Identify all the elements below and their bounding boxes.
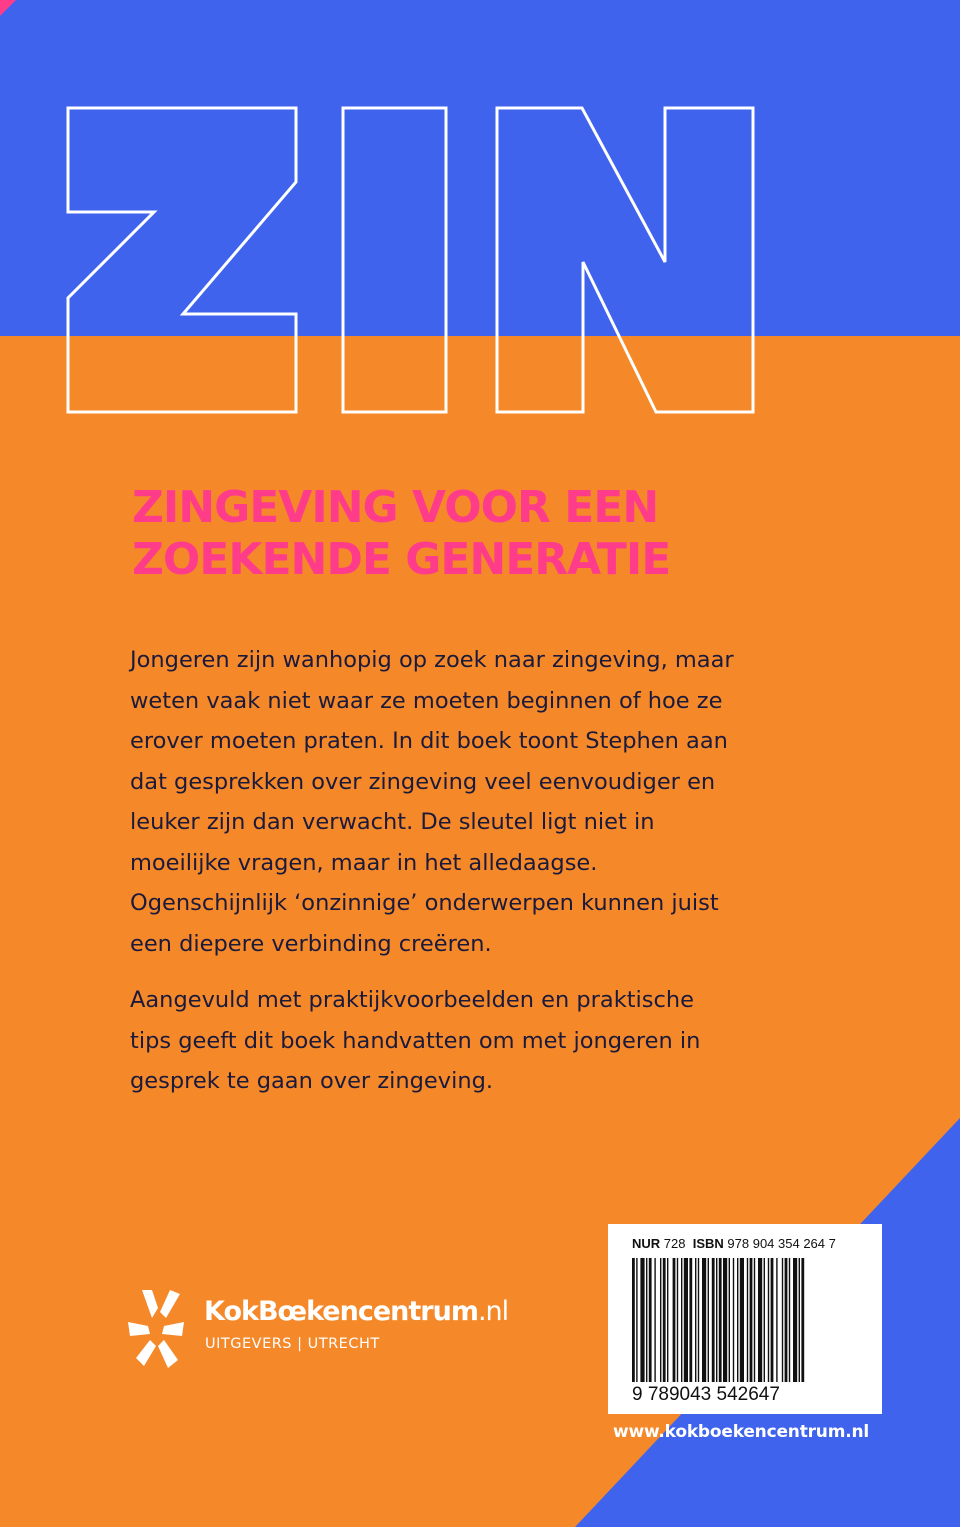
- barcode-bar: [747, 1258, 748, 1382]
- barcode-bar: [776, 1258, 777, 1382]
- isbn-value: 978 904 354 264 7: [727, 1236, 836, 1251]
- isbn-label: ISBN: [692, 1236, 724, 1251]
- publisher-website: www.kokboekencentrum.nl: [613, 1422, 870, 1442]
- barcode-bar: [632, 1258, 635, 1382]
- barcode-bar: [782, 1258, 783, 1382]
- publisher-logo: [128, 1288, 548, 1372]
- barcode-bar: [649, 1258, 652, 1382]
- zin-letter-i: [343, 108, 446, 412]
- barcode-bar: [698, 1258, 699, 1382]
- barcode-bar: [754, 1258, 755, 1382]
- publisher-name-tld: .nl: [477, 1296, 509, 1327]
- barcode-bar: [737, 1258, 738, 1382]
- publisher-name: [204, 1296, 508, 1327]
- barcode-bar: [716, 1258, 717, 1382]
- barcode-bar: [740, 1258, 744, 1382]
- barcode-bar: [646, 1258, 647, 1382]
- barcode-bar: [673, 1258, 676, 1382]
- zin-letter-n: [497, 108, 753, 412]
- barcode-bar: [799, 1258, 800, 1382]
- barcode-bar: [667, 1258, 668, 1382]
- nur-value: 728: [663, 1236, 686, 1251]
- barcode-bar: [689, 1258, 692, 1382]
- subtitle-line-1: ZINGEVING VOOR EEN: [132, 482, 659, 533]
- barcode-bar: [733, 1258, 734, 1382]
- barcode-bar: [677, 1258, 678, 1382]
- barcode-panel: [608, 1224, 882, 1414]
- barcode-bar: [771, 1258, 774, 1382]
- publisher-name-main: KokBœkencentrum: [204, 1296, 478, 1327]
- barcode-bar: [768, 1258, 769, 1382]
- zin-outline-title: [0, 0, 960, 460]
- zin-letter-z: [68, 108, 296, 412]
- nur-isbn-line: [632, 1236, 836, 1251]
- barcode-bar: [793, 1258, 797, 1382]
- nur-label: NUR: [632, 1236, 661, 1251]
- barcode-bar: [719, 1258, 722, 1382]
- barcode-bar: [750, 1258, 753, 1382]
- barcode-bar: [684, 1258, 688, 1382]
- publisher-tagline: UITGEVERS | UTRECHT: [205, 1336, 380, 1352]
- blurb-paragraph-1: Jongeren zijn wanhopig op zoek naar zingeving, maar weten vaak niet waar ze moeten beginnen of hoe ze erover moeten praten. In dit boek toont Stephen aan dat gesprekken over zingeving veel eenvoudiger en leuker zijn dan verwacht. De sleutel ligt niet in moeilijke vragen, maar in het alledaagse. Ogenschijnlijk ‘onzinnige’ onderwerpen kunnen juist een diepere verbinding creëren.: [130, 647, 734, 957]
- barcode-bar: [708, 1258, 709, 1382]
- barcode-bar: [789, 1258, 790, 1382]
- barcode-bar: [712, 1258, 715, 1382]
- barcode-bar: [801, 1258, 804, 1382]
- barcode-bar: [640, 1258, 644, 1382]
- barcode-bar: [785, 1258, 788, 1382]
- barcode-bar: [636, 1258, 637, 1382]
- barcode-bar: [660, 1258, 661, 1382]
- barcode-icon: [628, 1258, 862, 1382]
- barcode-bar: [764, 1258, 765, 1382]
- subtitle: [132, 482, 892, 586]
- blurb-paragraph-2: Aangevuld met praktijkvoorbeelden en praktische tips geeft dit boek handvatten om met jongeren in gesprek te gaan over zingeving.: [130, 987, 701, 1094]
- subtitle-line-2: ZOEKENDE GENERATIE: [132, 534, 671, 585]
- blurb: [130, 640, 742, 1118]
- barcode-bar: [702, 1258, 706, 1382]
- barcode-digits: 9 789043 542647: [632, 1384, 780, 1405]
- barcode-bar: [723, 1258, 727, 1382]
- barcode-bar: [729, 1258, 730, 1382]
- kok-boekencentrum-star-icon: [128, 1288, 184, 1372]
- barcode-bar: [681, 1258, 682, 1382]
- barcode-bar: [654, 1258, 655, 1382]
- barcode-bar: [663, 1258, 666, 1382]
- barcode-bar: [758, 1258, 762, 1382]
- barcode-bar: [695, 1258, 696, 1382]
